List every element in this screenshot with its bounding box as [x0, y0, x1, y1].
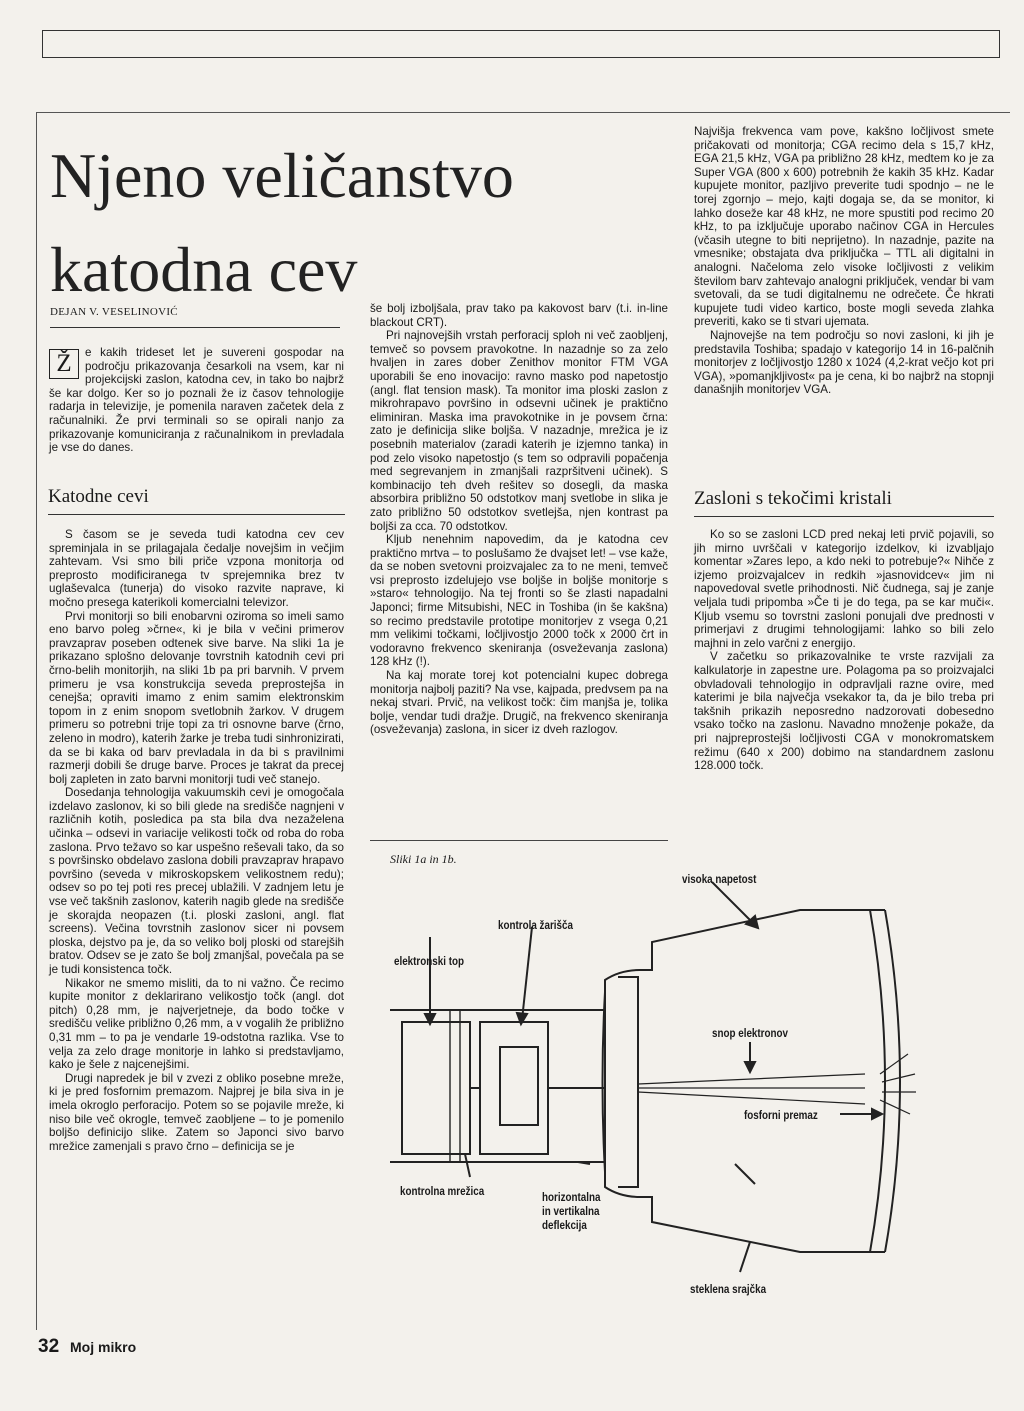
deflection-line-3: deflekcija — [542, 1218, 587, 1232]
label-glass-envelope: steklena srajčka — [690, 1282, 767, 1296]
crt-diagram-svg — [360, 842, 1010, 1322]
paragraph: še bolj izboljšala, prav tako pa kakovost barv (t.i. in-line blackout CRT). — [370, 302, 668, 329]
paragraph: Prvi monitorji so bili enobarvni oziroma so imeli samo eno barvo poleg »črne«, ki je bila v večini primerov pravzaprav poseben odtenek sive barve. Na sliki 1a je prikazano splošno delovanje tovrstnih katodnih cevi pri črno-belih monitorjih, na sliki 1b pa pri barvnih. V prvem primeru je vsa konstrukcija seveda preprostejša in cenejša; opraviti imamo z enim samim elektronskim topom in z enim snopom svetlobnih žarkov. V drugem primeru so potrebni trije topi za tri osnovne barve (črno, zeleno in modro), katerih žarke je treba tudi sinhronizirati, da se bi kaka od barv prevladala in da bi s pravilnimi razmerji dobili še druge barve. Proces je takrat da precej bolj zapleten in zato barvni monitorji tudi več stanejo. — [49, 609, 344, 786]
column-3 — [694, 125, 994, 397]
intro-paragraph — [49, 346, 344, 455]
subheading-lcd: Zasloni s tekočimi kristali — [694, 488, 994, 517]
paragraph: S časom se je seveda tudi katodna cev cev spreminjala in se prilagajala čedalje novejšim in večjim zahtevam. Vsi smo bili priče vzpona monitorja od preprosto modificiranega tv sprejemnika brez tv uglaševalca (tunerja) do visoko razvite naprave, ki močno presega katerikoli komercialni televizor. — [49, 528, 344, 609]
intro-text: e kakih trideset let je suvereni gospodar na področju prikazovanja česarkoli na vsem, kar ni projekcijski zaslon, katodna cev, in tako bo najbrž še kar dolgo. Ker so jo poznali že iz časov tehnologije radarja in televizije, je pomenila naraven začetek dela z računalniki. Že prvi terminali so se opirali nanjo za prikazovanje komuniciranja z računalnikom in prevladala je vse do danes. — [49, 346, 344, 455]
subheading-katodne-cevi: Katodne cevi — [48, 486, 345, 515]
deflection-coil — [618, 977, 638, 1187]
column-3-body — [694, 528, 994, 773]
paragraph: Na kaj morate torej kot potencialni kupec dobrega monitorja najbolj paziti? Na vse, kajpada, predvsem pa na nekaj stvari. Prvič, na velikost točk: čim manjša je, tolika bolje, vendar tudi dražje. Drugič, na frekvenco skeniranja (osveževanja) zaslona, in sicer iz dveh razlogov. — [370, 669, 668, 737]
title-line-2: katodna cev — [50, 234, 358, 305]
column-1 — [49, 346, 344, 455]
deflection-line-1: horizontalna — [542, 1190, 601, 1204]
label-focus-control: kontrola žarišča — [498, 918, 573, 932]
label-phosphor-coating: fosforni premaz — [744, 1108, 818, 1122]
paragraph: Najvišja frekvenca vam pove, kakšno ločljivost smete pričakovati od monitorja; CGA recimo dela s 15,7 kHz, EGA 21,5 kHz, VGA pa približno 28 kHz, medtem ko je za Super VGA (800 x 600) potrebnih že kakih 35 kHz. Kadar kupujete monitor, pazljivo preverite tudi spodnjo – ne le torej zgornjo – mejo, kajti dogaja se, da se monitor, ki lahko doseže kar 48 kHz, ne more spustiti pod recimo 20 kHz, to pa izključuje uporabo načinov CGA in Hercules (včasih utegne to biti neprijetno). In nazadnje, pazite na vmesnike; obstajata dva priključka – TTL ali digitalni in analogni. Načeloma zelo visoke ločljivosti z velikim številom barv zahtevajo analogni priključek, vendar bi vam svetovali, da se tudi digitalnemu ne odrečete. Če hkrati kupujete tudi video kartico, boste mogli seveda zlahka preveriti, kako se ti stvari ujemata. — [694, 125, 994, 329]
paragraph: Pri najnovejših vrstah perforacij sploh ni več zaobljenj, temveč so povsem pravokotne. In nazadnje so za zelo hvaljen in zares dober Zenithov monitor FTM VGA uporabili še eno inovacijo: ravno masko pod napetostjo (angl. flat tension mask). Ta monitor ima ploski zaslon z mikrohrapavo površino in odsevni učinek je praktično eliminiran. Maska ima pravokotnike in je povsem črna: zato je definicija slike boljša. V nazadnje, mrežica je iz posebnih materialov (zaradi katerih je izjemno tanka) in pod zelo visoko napetostjo (s tem so odpravili popačenja med segrevanjem in zmanjšali razpršitveni učinek). S kombinacijo teh dveh rešitev so dosegli, da maska absorbira približno 50 odstotkov manj svetlobe in slika je zato približno 50 odstotkov svetlejša, njen kontrast pa boljši za cca. 70 odstotkov. — [370, 329, 668, 533]
label-electron-gun: elektronski top — [394, 954, 464, 968]
paragraph: Nikakor ne smemo misliti, da to ni važno. Če recimo kupite monitor z deklarirano velikostjo točk (angl. dot pitch) 0,28 mm, je najverjetneje, da bodo točke v središču velike približno 0,26 mm, a v vogalih že približno 0,31 mm – to pa je vendarle 19-odstotna razlika. Vse to velja za zelo drage monitorje in lahko si predstavljamo, kako je šele z najcenejšimi. — [49, 976, 344, 1072]
paragraph: V začetku so prikazovalnike te vrste razvijali za kalkulatorje in zapestne ure. Polagoma pa so proizvajalci obvladovali tehnologijo in odpravljali razne ovire, med katerimi je bila največja vsekakor ta, da je bilo treba pri takšnih prikazih neposredno nadzorovati dobesedno vsako točko na zaslonu. Navadno množenje pokaže, da pri najpreprostejši ločljivosti CGA v monokromatskem režimu (640 x 200) dobimo na standardnem zaslonu 128.000 točk. — [694, 650, 994, 773]
top-frame-bar — [42, 30, 1000, 58]
crt-diagram — [360, 842, 1010, 1322]
paragraph: Kljub nenehnim napovedim, da je katodna cev praktično mrtva – to poslušamo že dvajset let! – vse kaže, da se noben svetovni proizvajalec za to ne meni, temveč vsi preprosto izdelujejo vse boljše in boljše monitorje s »staro« tehnologijo. Na tej fronti so še zlasti napadalni Japonci; firme Mitsubishi, NEC in Toshiba (in še kakšna) so recimo predstavile prototipe monitorjev z vsega 0,21 mm velikimi točkami, ločljivostjo 2000 točk x 2000 črt in vodoravno frekvenco skeniranja (osveževanja zaslona) 128 kHz (!). — [370, 533, 668, 669]
drop-cap: Ž — [49, 349, 79, 379]
label-electron-beam: snop elektronov — [712, 1026, 789, 1040]
screen-curve-inner — [870, 910, 885, 1252]
page-number: 32 — [38, 1336, 60, 1357]
author-byline: DEJAN V. VESELINOVIĆ — [50, 306, 340, 328]
grid-block — [500, 1047, 538, 1125]
magazine-name: Moj mikro — [70, 1339, 137, 1355]
paragraph: Najnovejše na tem področju so novi zasloni, ki jih je predstavila Toshiba; spadajo v kategorijo 14 in 16-palčnih monitorjev z ločljivostjo 1280 x 1024 (4,2-krat večjo kot pri VGA), »pomanjkljivost« pa je cena, ki bo najbrž na stopnji današnjih monitorjev VGA. — [694, 328, 994, 397]
deflection-line-2: in vertikalna — [542, 1204, 600, 1218]
column-2 — [370, 302, 668, 737]
paragraph: Ko so se zasloni LCD pred nekaj leti prvič pojavili, so jih mirno uvrščali v kategorijo izdelkov, ki izvabljajo komentar »Zares lepo, a kdo neki to potrebuje?« Nihče z izjemo proizvajalcev in redkih »jasnovidcev« jim ni napovedoval svetle prihodnosti. Nič čudnega, saj je zanje veljala tudi pripomba »Če ti je do tega, pa se kar muči«. Kljub vsemu so tovrstni zasloni ponujali dve prednosti v primerjavi z drugimi tehnologijami: lahko so bili zelo majhni in zelo varčni z energijo. — [694, 528, 994, 650]
label-high-voltage: visoka napetost — [682, 872, 757, 886]
paragraph: Dosedanja tehnologija vakuumskih cevi je omogočala izdelavo zaslonov, ki so bili glede na središče nagnjeni v različnih kotih, posledica pa sta bila dva nezaželena učinka – odsevi in variacije velikosti točk od roba do roba zaslona. Prvo težavo so kar uspešno reševali tako, da so s površinsko obdelavo zaslona dobili pravzaprav hrapavo površino (seveda v mikroskopskem velikostnem redu); odsev so po tej poti res precej ublažili. V zadnjem letu je vse več takšnih zaslonov, katerih nagib glede na središče je skorajda neopazen (t.i. ploski zasloni, angl. flat screens). Večina tovrstnih zaslonov sicer ni povsem ploska, dejstvo pa je, da so veliko bolj ploski od starejših bratov. Odsev se je zato še bolj zmanjšal, povečala pa se je tudi konsistenca točk. — [49, 786, 344, 976]
article-title — [50, 138, 610, 308]
title-line-1: Njeno veličanstvo — [50, 140, 514, 211]
figure-divider — [370, 840, 668, 841]
label-deflection — [542, 1190, 601, 1232]
label-control-grid: kontrolna mrežica — [400, 1184, 485, 1198]
column-1-body — [49, 528, 344, 1153]
paragraph: Drugi napredek je bil v zvezi z obliko posebne mreže, ki je pred fosfornim premazom. Najprej je bila siva in je imela okroglo perforacijo. Potem so se pojavile mreže, ki niso bile več okrogle, temveč zaobljene – to je pomenilo boljšo definicijo slike. Zatem so Japonci sivo barvo mrežice zamenjali s pravo črno – definicija se je — [49, 1071, 344, 1153]
figure-caption: Sliki 1a in 1b. — [390, 852, 457, 866]
